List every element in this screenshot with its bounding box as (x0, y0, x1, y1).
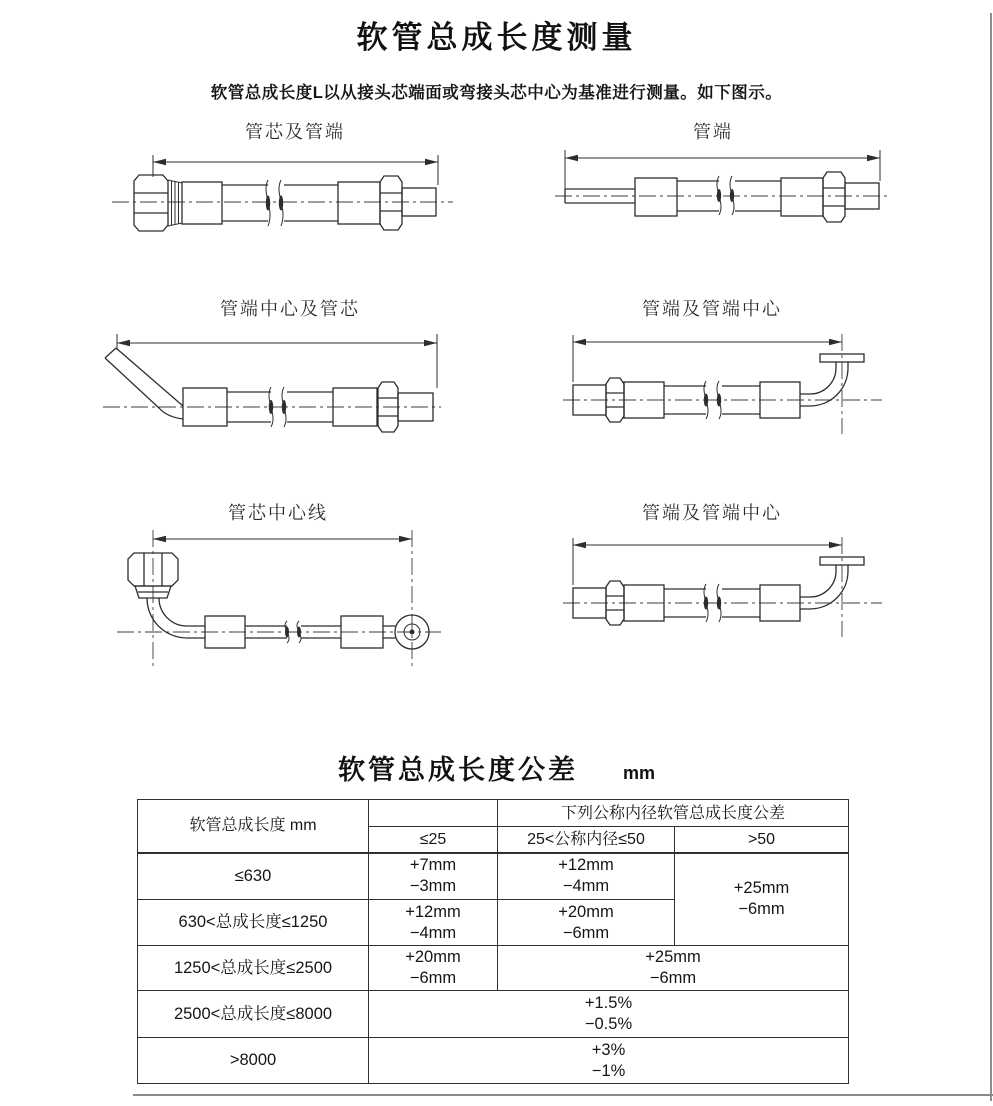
diagram-label-core-and-end: 管芯及管端 (245, 122, 345, 142)
diagram-label-core-centerline: 管芯中心线 (228, 503, 328, 523)
tolerance-cell: +25mm −6mm (498, 946, 849, 991)
header-empty-cell (369, 800, 498, 827)
tolerance-cell: +20mm −6mm (369, 946, 498, 991)
table-row (138, 1038, 849, 1084)
hose-diagram-core-and-end (110, 147, 455, 242)
table-title: 软管总成长度公差 (337, 755, 578, 785)
diagram-label-end-and-end-center-2: 管端及管端中心 (642, 503, 782, 523)
table-row (138, 991, 849, 1038)
tolerance-cell: +3% −1% (369, 1038, 849, 1084)
page-edge-line-bottom (133, 1094, 993, 1096)
row-label: >8000 (138, 1038, 369, 1084)
tolerance-cell: +12mm −4mm (498, 853, 675, 900)
diagram-label-end-and-end-center-1: 管端及管端中心 (642, 299, 782, 319)
row-label: 630<总成长度≤1250 (138, 900, 369, 946)
tolerance-cell: +12mm −4mm (369, 900, 498, 946)
hose-diagram-end-center-and-core (95, 330, 445, 445)
diagram-label-tube-end: 管端 (693, 122, 733, 142)
header-le25: ≤25 (369, 827, 498, 853)
table-unit: mm (622, 763, 655, 783)
row-label: ≤630 (138, 853, 369, 900)
hose-diagram-end-and-end-center-1 (560, 332, 890, 442)
intro-text: 软管总成长度L以从接头芯端面或弯接头芯中心为基准进行测量。如下图示。 (210, 84, 783, 102)
tolerance-table (137, 799, 849, 1084)
hose-diagram-tube-end (555, 145, 890, 235)
header-25to50: 25<公称内径≤50 (498, 827, 675, 853)
table-row (138, 853, 849, 900)
row-label: 2500<总成长度≤8000 (138, 991, 369, 1038)
table-row (138, 946, 849, 991)
page-edge-line-right (990, 13, 992, 1101)
table-title-row (0, 748, 993, 787)
tolerance-cell: +25mm −6mm (675, 853, 849, 946)
tolerance-cell: +20mm −6mm (498, 900, 675, 946)
hose-diagram-end-and-end-center-2 (560, 535, 890, 645)
header-gt50: >50 (675, 827, 849, 853)
diagram-label-end-center-and-core: 管端中心及管芯 (220, 299, 360, 319)
tolerance-cell: +1.5% −0.5% (369, 991, 849, 1038)
row-label: 1250<总成长度≤2500 (138, 946, 369, 991)
header-group: 下列公称内径软管总成长度公差 (498, 800, 849, 827)
page-title: 软管总成长度测量 (356, 20, 637, 55)
tolerance-cell: +7mm −3mm (369, 853, 498, 900)
hose-diagram-core-centerline (105, 527, 445, 672)
header-assembly-length: 软管总成长度 mm (138, 800, 369, 853)
